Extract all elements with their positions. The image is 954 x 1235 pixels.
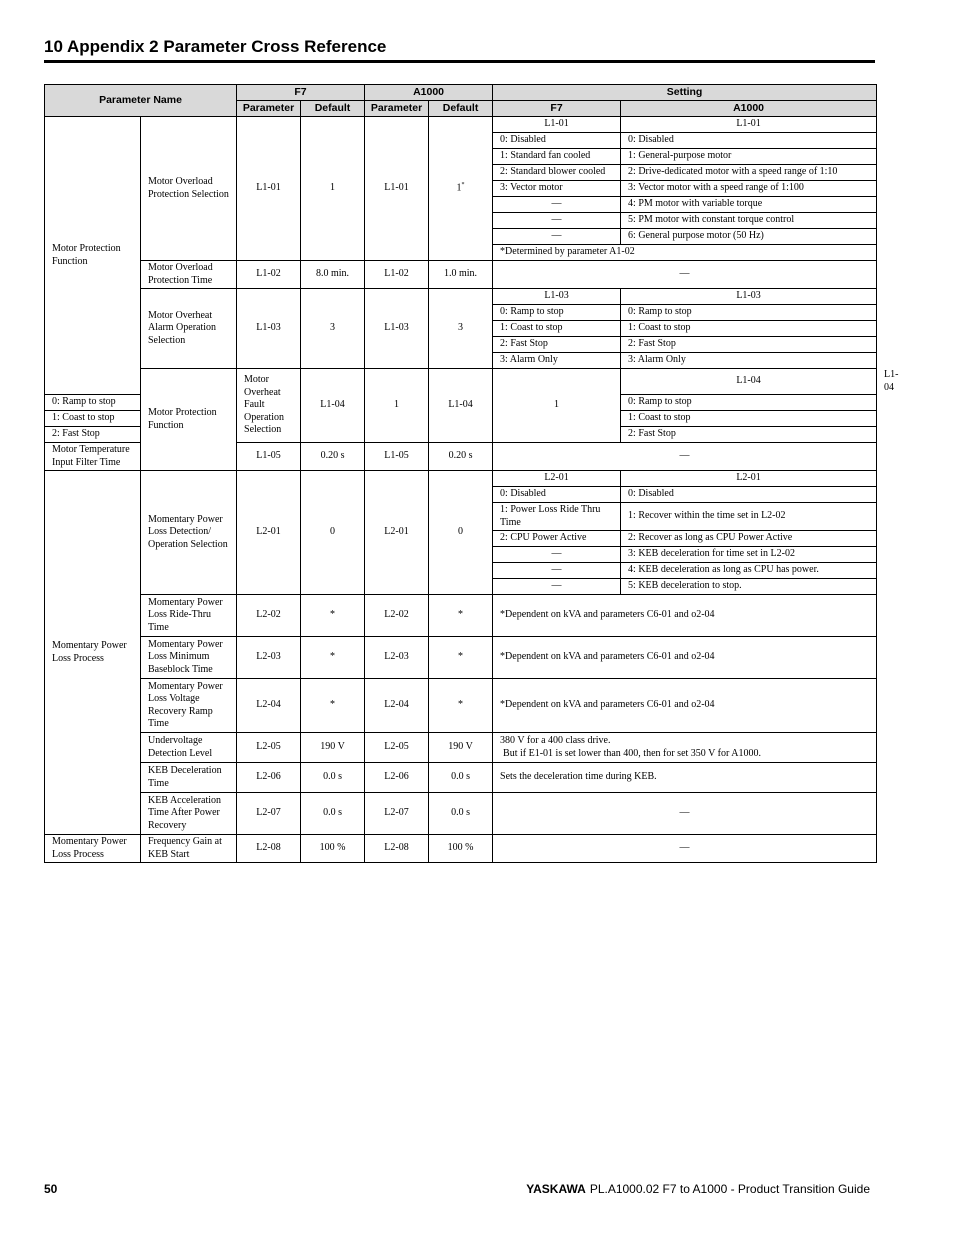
f7-default: 0.0 s [301, 763, 365, 793]
setting-a1000: 0: Disabled [621, 133, 877, 149]
a1000-parameter: L1-05 [365, 443, 429, 471]
param-name: Momentary Power Loss Minimum Baseblock Time [141, 637, 237, 679]
f7-parameter: L2-01 [237, 471, 301, 595]
header-parameter-name: Parameter Name [45, 85, 237, 117]
a1000-default: * [429, 637, 493, 679]
a1000-default: 1.0 min. [429, 261, 493, 289]
a1000-parameter: L1-04 [429, 369, 493, 443]
header-a1000-default: Default [429, 101, 493, 117]
f7-parameter: L2-05 [237, 733, 301, 763]
title-rule [44, 60, 875, 63]
setting-head-f7: L1-03 [493, 289, 621, 305]
a1000-parameter: L2-03 [365, 637, 429, 679]
f7-parameter: L1-03 [237, 289, 301, 369]
setting-a1000: 0: Ramp to stop [621, 395, 877, 411]
setting-f7: 1: Coast to stop [45, 411, 141, 427]
f7-default: 0.0 s [301, 793, 365, 835]
table-row [45, 637, 877, 679]
setting-dash: — [493, 443, 877, 471]
setting-a1000: 4: PM motor with variable torque [621, 197, 877, 213]
param-name: Momentary Power Loss Ride-Thru Time [141, 595, 237, 637]
f7-parameter: L2-07 [237, 793, 301, 835]
a1000-parameter: L1-02 [365, 261, 429, 289]
f7-default: * [301, 595, 365, 637]
f7-parameter: L1-01 [237, 117, 301, 261]
f7-default: 1 [365, 369, 429, 443]
a1000-parameter: L1-03 [365, 289, 429, 369]
a1000-parameter: L2-07 [365, 793, 429, 835]
header-f7-default: Default [301, 101, 365, 117]
setting-f7: 2: CPU Power Active [493, 531, 621, 547]
setting-f7: 1: Coast to stop [493, 321, 621, 337]
a1000-parameter: L2-01 [365, 471, 429, 595]
f7-default: 1 [301, 117, 365, 261]
f7-parameter: L1-02 [237, 261, 301, 289]
f7-parameter: L2-03 [237, 637, 301, 679]
setting-f7: 0: Disabled [493, 487, 621, 503]
setting-a1000: 1: General-purpose motor [621, 149, 877, 165]
param-name: Motor Overload Protection Selection [141, 117, 237, 261]
setting-a1000: 3: Vector motor with a speed range of 1:100 [621, 181, 877, 197]
header-f7-parameter: Parameter [237, 101, 301, 117]
setting-text: *Dependent on kVA and parameters C6-01 and o2-04 [493, 637, 877, 679]
setting-f7: — [493, 213, 621, 229]
setting-f7: — [493, 229, 621, 245]
a1000-parameter: L2-06 [365, 763, 429, 793]
setting-note: *Determined by parameter A1-02 [493, 245, 877, 261]
setting-head-f7: L1-04 [621, 369, 877, 395]
setting-f7: — [493, 563, 621, 579]
f7-default: 3 [301, 289, 365, 369]
table-row [45, 261, 877, 289]
table-row [45, 793, 877, 835]
group-label: Momentary Power Loss Process [45, 835, 141, 863]
table-row [45, 595, 877, 637]
a1000-default: * [429, 595, 493, 637]
f7-default: 100 % [301, 835, 365, 863]
doc-title: PL.A1000.02 F7 to A1000 - Product Transition Guide [589, 1182, 870, 1196]
f7-parameter: L2-08 [237, 835, 301, 863]
setting-head-a1000: L2-01 [621, 471, 877, 487]
param-name: Momentary Power Loss Detection/ Operation Selection [141, 471, 237, 595]
setting-f7: 2: Fast Stop [493, 337, 621, 353]
header-setting-a1000: A1000 [621, 101, 877, 117]
setting-f7: 2: Standard blower cooled [493, 165, 621, 181]
setting-f7: — [493, 579, 621, 595]
param-name: Motor Overheat Fault Operation Selection [237, 369, 301, 443]
setting-a1000: 3: Alarm Only [621, 353, 877, 369]
a1000-parameter: L2-05 [365, 733, 429, 763]
setting-text: *Dependent on kVA and parameters C6-01 and o2-04 [493, 679, 877, 733]
brand-name: YASKAWA [526, 1182, 586, 1196]
f7-parameter: L1-04 [301, 369, 365, 443]
a1000-default: 3 [429, 289, 493, 369]
a1000-default: 100 % [429, 835, 493, 863]
setting-a1000: 6: General purpose motor (50 Hz) [621, 229, 877, 245]
f7-default: 8.0 min. [301, 261, 365, 289]
setting-head-a1000: L1-03 [621, 289, 877, 305]
param-name: Motor Temperature Input Filter Time [45, 443, 141, 471]
setting-a1000: 0: Disabled [621, 487, 877, 503]
setting-dash: — [493, 835, 877, 863]
table-row [45, 679, 877, 733]
table-row [45, 763, 877, 793]
a1000-parameter: L1-01 [365, 117, 429, 261]
table-row [45, 117, 877, 133]
setting-f7: — [493, 197, 621, 213]
table-row: Motor Protection Function Motor Overheat Fault Operation Selection L1-04 1 L1-04 1 L1-04 L1-04 [45, 369, 877, 395]
a1000-default: * [429, 679, 493, 733]
footer-doc [526, 1182, 870, 1196]
a1000-default: 0 [429, 471, 493, 595]
param-name: Undervoltage Detection Level [141, 733, 237, 763]
a1000-default: 1 [493, 369, 621, 443]
page-number: 50 [44, 1182, 58, 1196]
f7-default: * [301, 637, 365, 679]
setting-a1000: 2: Fast Stop [621, 427, 877, 443]
f7-default: * [301, 679, 365, 733]
parameter-table [44, 84, 899, 863]
group-label: Motor Protection Function [45, 117, 141, 395]
setting-head-a1000: L1-01 [621, 117, 877, 133]
setting-a1000: 1: Coast to stop [621, 411, 877, 427]
f7-parameter: L2-02 [237, 595, 301, 637]
setting-a1000: 3: KEB deceleration for time set in L2-02 [621, 547, 877, 563]
table-row [45, 733, 877, 763]
setting-f7: 0: Ramp to stop [45, 395, 141, 411]
f7-parameter: L1-05 [237, 443, 301, 471]
param-name: Frequency Gain at KEB Start [141, 835, 237, 863]
setting-a1000: 4: KEB deceleration as long as CPU has power. [621, 563, 877, 579]
a1000-parameter: L2-08 [365, 835, 429, 863]
table-row [45, 835, 877, 863]
f7-default: 0.20 s [301, 443, 365, 471]
a1000-parameter: L2-02 [365, 595, 429, 637]
param-name: KEB Acceleration Time After Power Recovery [141, 793, 237, 835]
f7-default: 190 V [301, 733, 365, 763]
header-a1000: A1000 [365, 85, 493, 101]
param-name: KEB Deceleration Time [141, 763, 237, 793]
a1000-default: 0.20 s [429, 443, 493, 471]
f7-parameter: L2-06 [237, 763, 301, 793]
a1000-parameter: L2-04 [365, 679, 429, 733]
setting-text: Sets the deceleration time during KEB. [493, 763, 877, 793]
a1000-default: 190 V [429, 733, 493, 763]
setting-a1000: 2: Fast Stop [621, 337, 877, 353]
param-name: Motor Overheat Alarm Operation Selection [141, 289, 237, 369]
a1000-default: 1* [429, 117, 493, 261]
setting-head-f7: L1-01 [493, 117, 621, 133]
a1000-default: 0.0 s [429, 793, 493, 835]
setting-a1000: 0: Ramp to stop [621, 305, 877, 321]
f7-default: 0 [301, 471, 365, 595]
setting-f7: — [493, 547, 621, 563]
setting-f7: 1: Power Loss Ride Thru Time [493, 503, 621, 531]
table-row [45, 471, 877, 487]
setting-f7: 0: Disabled [493, 133, 621, 149]
setting-dash: — [493, 793, 877, 835]
group-label: Motor Protection Function [141, 369, 237, 471]
a1000-default: 0.0 s [429, 763, 493, 793]
param-name: Motor Overload Protection Time [141, 261, 237, 289]
table-row [45, 289, 877, 305]
setting-f7: 1: Standard fan cooled [493, 149, 621, 165]
setting-f7: 2: Fast Stop [45, 427, 141, 443]
page-title: 10 Appendix 2 Parameter Cross Reference [44, 37, 387, 56]
header-setting: Setting [493, 85, 877, 101]
setting-a1000: 5: PM motor with constant torque control [621, 213, 877, 229]
setting-text: *Dependent on kVA and parameters C6-01 and o2-04 [493, 595, 877, 637]
setting-text: 380 V for a 400 class drive. But if E1-01 is set lower than 400, then for set 350 V for A1000. [493, 733, 877, 763]
header-setting-f7: F7 [493, 101, 621, 117]
setting-f7: 0: Ramp to stop [493, 305, 621, 321]
f7-parameter: L2-04 [237, 679, 301, 733]
header-f7: F7 [237, 85, 365, 101]
setting-f7: 3: Vector motor [493, 181, 621, 197]
setting-dash: — [493, 261, 877, 289]
param-name: Momentary Power Loss Voltage Recovery Ramp Time [141, 679, 237, 733]
setting-f7: 3: Alarm Only [493, 353, 621, 369]
setting-a1000: 2: Recover as long as CPU Power Active [621, 531, 877, 547]
setting-a1000: 5: KEB deceleration to stop. [621, 579, 877, 595]
group-label: Momentary Power Loss Process [45, 471, 141, 835]
setting-a1000: 1: Coast to stop [621, 321, 877, 337]
setting-a1000: 1: Recover within the time set in L2-02 [621, 503, 877, 531]
setting-head-f7: L2-01 [493, 471, 621, 487]
setting-a1000: 2: Drive-dedicated motor with a speed range of 1:10 [621, 165, 877, 181]
header-a1000-parameter: Parameter [365, 101, 429, 117]
